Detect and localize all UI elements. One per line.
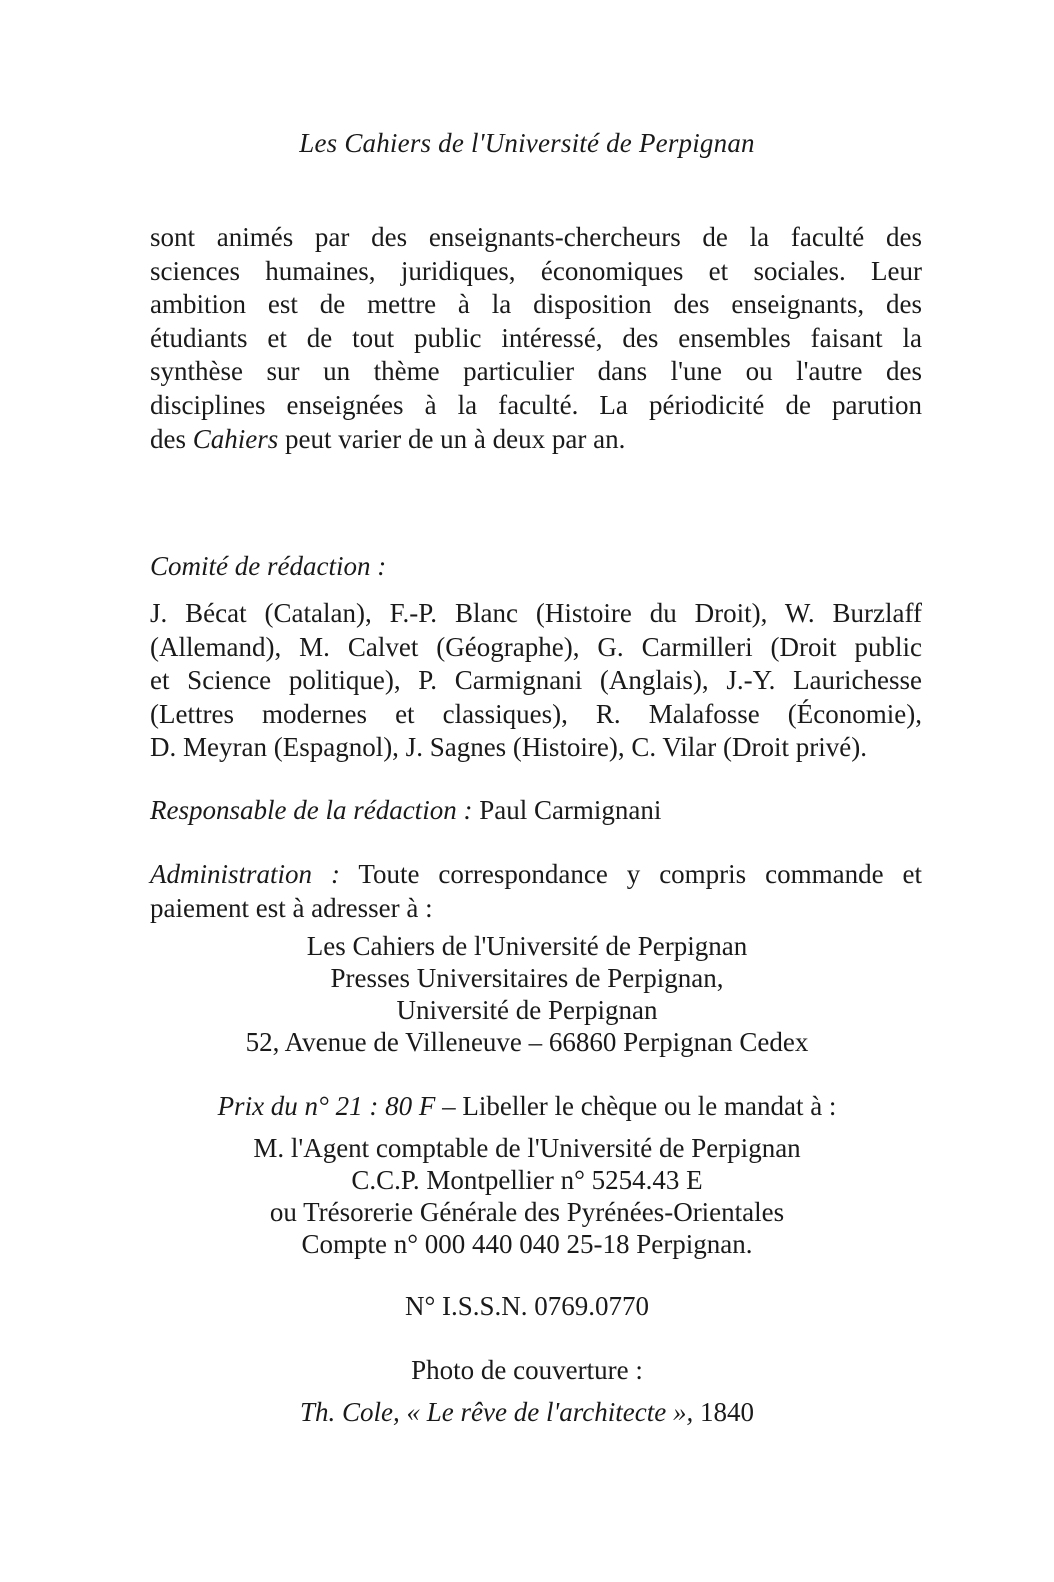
administration-line-2: paiement est à adresser à : xyxy=(150,892,433,923)
administration-text: Toute correspondance y compris commande et xyxy=(358,859,922,889)
intro-paragraph xyxy=(150,222,922,457)
intro-last-prefix: des xyxy=(150,423,186,454)
running-head: Les Cahiers de l'Université de Perpignan xyxy=(299,128,755,158)
address-line: Presses Universitaires de Perpignan, xyxy=(330,963,724,993)
cover-credit-title: Th. Cole, « Le rêve de l'architecte », xyxy=(300,1397,694,1427)
payee-line: C.C.P. Montpellier n° 5254.43 E xyxy=(351,1165,703,1195)
postal-address xyxy=(0,930,1054,1058)
price-line xyxy=(0,1090,1054,1122)
cahiers-italic: Cahiers xyxy=(192,423,279,454)
address-line: Université de Perpignan xyxy=(396,995,658,1025)
address-line: Les Cahiers de l'Université de Perpignan xyxy=(306,931,748,961)
administration-line xyxy=(150,859,922,893)
cover-credit xyxy=(0,1396,1054,1428)
cover-credit-year: 1840 xyxy=(699,1397,754,1427)
intro-line: ambition est de mettre à la disposition des enseignants, des xyxy=(150,289,922,320)
editor-name: Paul Carmignani xyxy=(479,795,662,825)
price-label: Prix du n° 21 : 80 F xyxy=(217,1091,436,1121)
payee-block xyxy=(0,1132,1054,1260)
cover-label: Photo de couverture : xyxy=(411,1355,643,1385)
administration-label: Administration : xyxy=(150,859,340,889)
intro-line: sont animés par des enseignants-chercheurs de la faculté des xyxy=(150,222,922,252)
committee-line: (Lettres modernes et classiques), R. Malafosse (Économie), xyxy=(150,698,922,729)
intro-last-line xyxy=(150,424,922,458)
committee-line: et Science politique), P. Carmignani (Anglais), J.-Y. Laurichesse xyxy=(150,665,922,696)
editor-label: Responsable de la rédaction : xyxy=(150,795,473,825)
editor-line xyxy=(150,795,922,826)
committee-line: (Allemand), M. Calvet (Géographe), G. Carmilleri (Droit public xyxy=(150,631,922,662)
committee-line: D. Meyran (Espagnol), J. Sagnes (Histoire), C. Vilar (Droit privé). xyxy=(150,732,867,763)
intro-line: étudiants et de tout public intéressé, des ensembles faisant la xyxy=(150,322,922,353)
address-line: 52, Avenue de Villeneuve – 66860 Perpignan Cedex xyxy=(245,1027,809,1057)
intro-last-suffix: peut varier de un à deux par an. xyxy=(285,423,626,454)
payee-line: M. l'Agent comptable de l'Université de Perpignan xyxy=(253,1133,801,1163)
payee-line: ou Trésorerie Générale des Pyrénées-Orientales xyxy=(269,1197,785,1227)
intro-line: synthèse sur un thème particulier dans l'une ou l'autre des xyxy=(150,356,922,387)
price-text: – Libeller le chèque ou le mandat à : xyxy=(442,1091,837,1121)
committee-line: J. Bécat (Catalan), F.-P. Blanc (Histoire du Droit), W. Burzlaff xyxy=(150,598,922,628)
committee-members xyxy=(150,598,922,766)
administration-paragraph xyxy=(150,859,922,926)
payee-line: Compte n° 000 440 040 25-18 Perpignan. xyxy=(301,1229,753,1259)
intro-line: sciences humaines, juridiques, économiques et sociales. Leur xyxy=(150,255,922,286)
issn-line: N° I.S.S.N. 0769.0770 xyxy=(404,1291,650,1321)
intro-line: disciplines enseignées à la faculté. La périodicité de parution xyxy=(150,389,922,420)
committee-heading: Comité de rédaction : xyxy=(150,551,387,581)
